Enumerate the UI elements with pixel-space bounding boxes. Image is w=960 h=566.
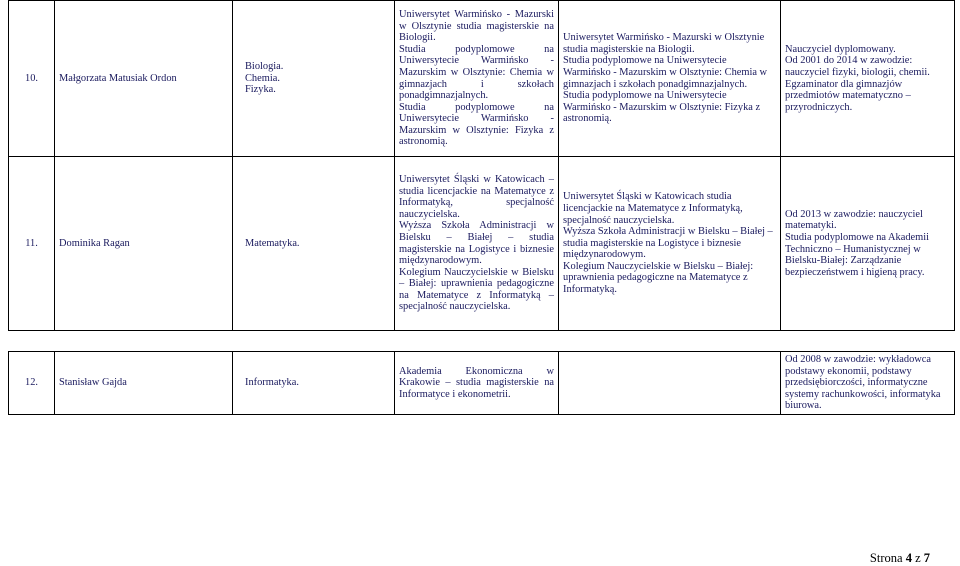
teacher-name: Dominika Ragan (55, 157, 233, 331)
qualification-entry: Kolegium Nauczycielskie w Bielsku – Białej: uprawnienia pedagogiczne na Matematyce z Informatyką. (563, 260, 754, 296)
qualification-entry: Kolegium Nauczycielskie w Bielsku – Białej: uprawnienia pedagogiczne na Matematyce z Informatyką – specjalność nauczycielska. (399, 266, 554, 313)
experience-cell (781, 157, 955, 331)
qualifications-cell (559, 157, 781, 331)
page-footer (870, 551, 930, 566)
experience-cell (781, 352, 955, 415)
experience-entry: Od 2001 do 2014 w zawodzie: nauczyciel fizyki, biologii, chemii. (785, 55, 930, 78)
qualification-entry: Uniwersytet Śląski w Katowicach studia licencjackie na Matematyce z Informatyką, specjalność nauczycielska. (563, 191, 743, 226)
qualifications-cell (559, 352, 781, 415)
page-number: 4 (905, 551, 912, 565)
qualification-entry: Studia podyplomowe na Uniwersytecie Warmińsko - Mazurskim w Olsztynie: Fizyka z astronomią. (563, 90, 761, 125)
row-number: 12. (9, 352, 55, 415)
page-separator: z (915, 551, 921, 565)
qualification-entry: Uniwersytet Warmińsko - Mazurski w Olsztynie studia magisterskie na Biologii. (399, 8, 554, 44)
qualifications-short-cell (395, 352, 559, 415)
experience-entry: Nauczyciel dyplomowany. (785, 43, 896, 55)
experience-entry: Od 2013 w zawodzie: nauczyciel matematyki. (785, 208, 923, 232)
experience-entry: Od 2008 w zawodzie: wykładowca podstawy ekonomii, podstawy przedsiębiorczości, informatyczne systemy rachunkowości, informatyka biurowa. (785, 354, 941, 412)
qualification-entry: Wyższa Szkoła Administracji w Bielsku – Białej – studia magisterskie na Logistyce i biznesie międzynarodowym. (399, 220, 554, 267)
experience-entry: Studia podyplomowe na Akademii Techniczno – Humanistycznej w Bielsku-Białej: Zarządzanie bezpieczeństwem i higieną pracy. (785, 231, 930, 278)
page-total: 7 (923, 551, 930, 565)
page-label: Strona (869, 551, 903, 565)
qualification-entry: Uniwersytet Warmińsko - Mazurski w Olsztynie studia magisterskie na Biologii. (563, 32, 765, 55)
table-spacer (9, 331, 955, 352)
staff-table (8, 0, 955, 415)
qualification-entry: Studia podyplomowe na Uniwersytecie Warmińsko - Mazurskim w Olsztynie: Chemia w gimnazjach i szkołach ponadgimnazjalnych. (399, 43, 554, 102)
subjects-cell: Matematyka. (233, 157, 395, 331)
qualification-entry: Studia podyplomowe na Uniwersytecie Warmińsko - Mazurskim w Olsztynie: Fizyka z astronomią. (399, 101, 554, 148)
experience-cell (781, 1, 955, 157)
teacher-name: Stanisław Gajda (55, 352, 233, 415)
subjects-cell: Informatyka. (233, 352, 395, 415)
qualifications-short-cell (395, 1, 559, 157)
qualification-entry: Akademia Ekonomiczna w Krakowie – studia magisterskie na Informatyce i ekonometrii. (399, 365, 554, 400)
qualification-entry: Wyższa Szkoła Administracji w Bielsku – Białej – studia magisterskie na Logistyce i biznesie międzynarodowym. (563, 226, 773, 261)
table-row (9, 157, 955, 331)
qualifications-short-cell (395, 157, 559, 331)
qualifications-cell (559, 1, 781, 157)
table-row (9, 352, 955, 415)
row-number: 11. (9, 157, 55, 331)
qualification-entry: Uniwersytet Śląski w Katowicach – studia licencjackie na Matematyce z Informatyką, specjalność nauczycielska. (399, 173, 554, 220)
row-number: 10. (9, 1, 55, 157)
experience-entry: Egzaminator dla gimnazjów przedmiotów matematyczno – przyrodniczych. (785, 78, 911, 113)
qualification-entry: Studia podyplomowe na Uniwersytecie Warmińsko - Mazurskim w Olsztynie: Chemia w gimnazjach i szkołach ponadgimnazjalnych. (563, 55, 768, 90)
subjects-cell: Biologia. Chemia. Fizyka. (233, 1, 395, 157)
teacher-name: Małgorzata Matusiak Ordon (55, 1, 233, 157)
table-row (9, 1, 955, 157)
